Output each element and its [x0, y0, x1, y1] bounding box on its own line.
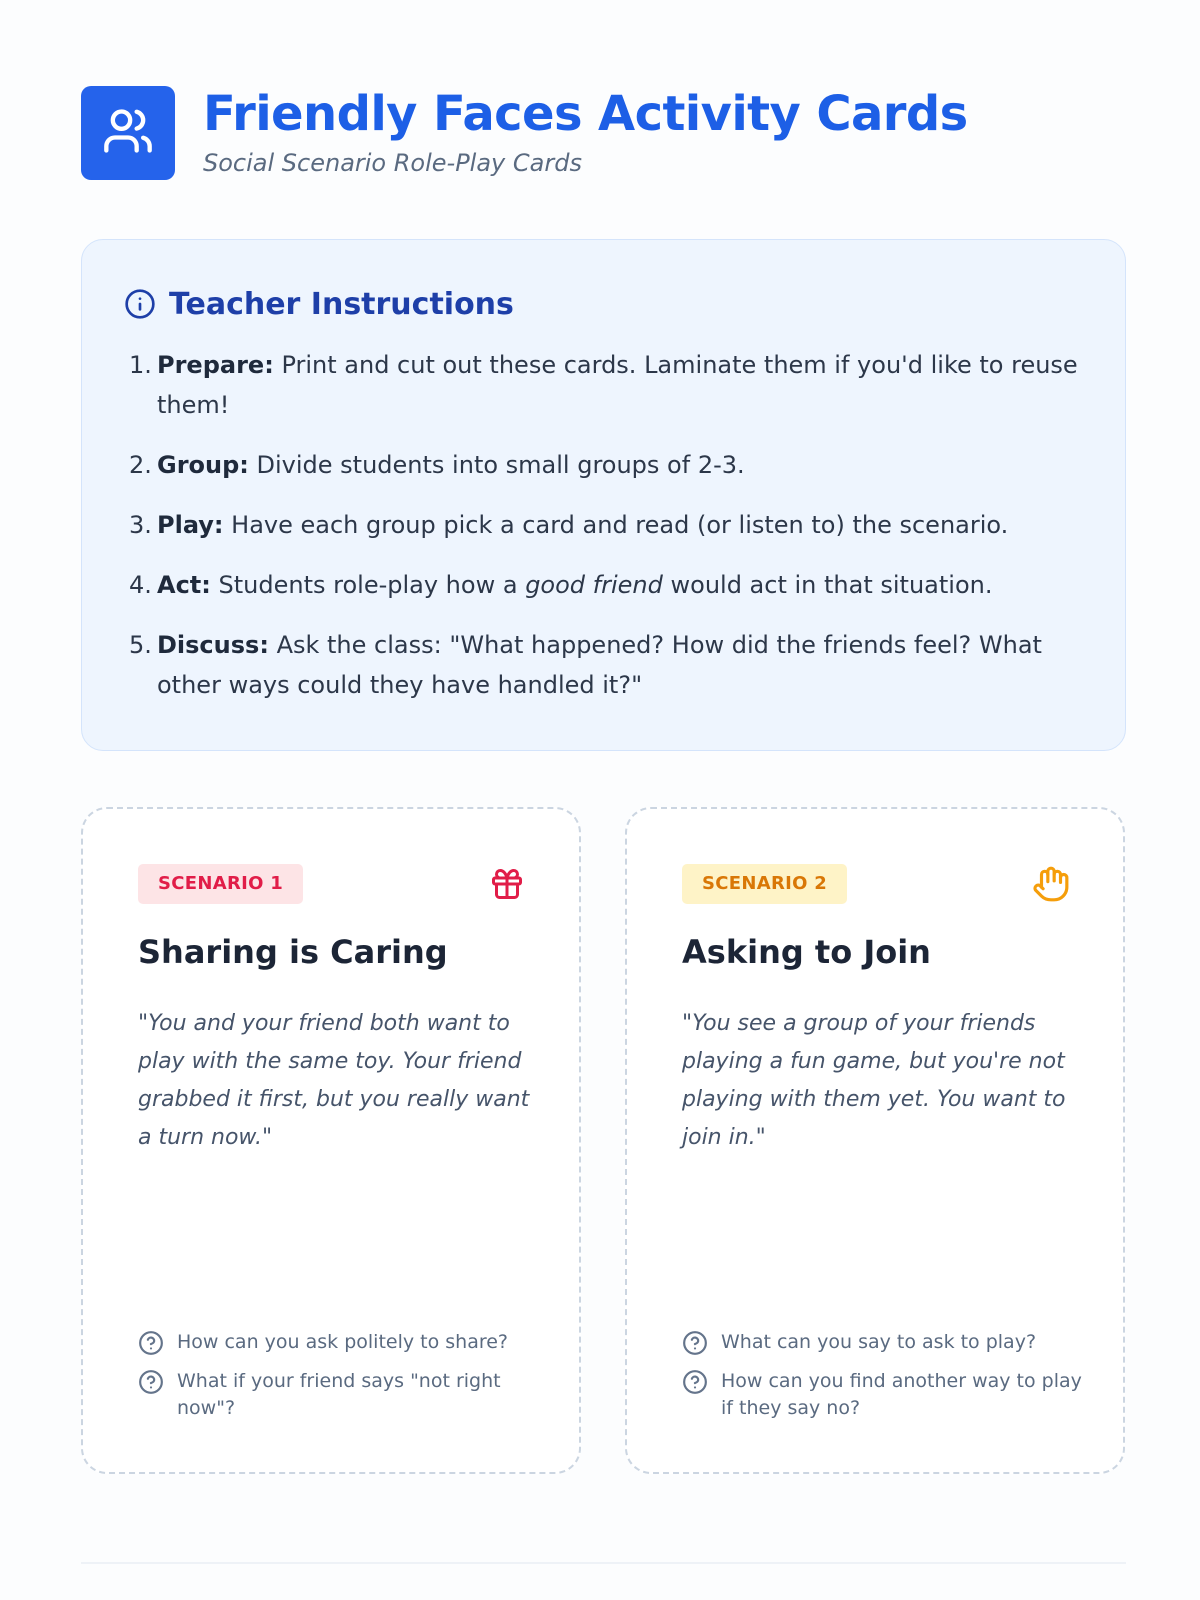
scenario-card-2 [625, 807, 1125, 1474]
step-label: Prepare: [157, 351, 274, 379]
logo [81, 86, 175, 180]
footer-divider [81, 1562, 1126, 1564]
question-text: What if your friend says "not right now"? [177, 1370, 501, 1419]
question-text: What can you say to ask to play? [721, 1331, 1037, 1353]
step-body: Ask the class: "What happened? How did the friends feel? What other ways could they have handled it?" [157, 631, 1042, 699]
teacher-instructions [81, 239, 1126, 751]
instruction-step [129, 625, 1099, 705]
step-number: 1. [129, 351, 152, 379]
step-number: 4. [129, 571, 152, 599]
help-circle-icon [138, 1329, 164, 1356]
question-item [682, 1329, 1082, 1356]
instructions-heading [123, 284, 514, 324]
step-text [157, 625, 1099, 705]
step-number: 3. [129, 511, 152, 539]
info-icon [123, 287, 157, 321]
gift-icon [487, 864, 527, 904]
step-body-end: would act in that situation. [670, 571, 993, 599]
question-item [138, 1329, 538, 1356]
step-text [157, 345, 1099, 425]
step-text [157, 565, 1099, 605]
page-subtitle: Social Scenario Role-Play Cards [203, 149, 582, 177]
question-item [682, 1368, 1082, 1422]
step-emphasis: good friend [525, 571, 663, 599]
users-icon [102, 105, 154, 161]
step-body: Students role-play how a [218, 571, 518, 599]
help-circle-icon [682, 1329, 708, 1356]
scenario-badge: SCENARIO 1 [138, 864, 303, 904]
hand-icon [1031, 864, 1071, 904]
card-title: Sharing is Caring [138, 933, 448, 971]
card-title: Asking to Join [682, 933, 931, 971]
question-text: How can you ask politely to share? [177, 1331, 509, 1353]
step-label: Discuss: [157, 631, 269, 659]
help-circle-icon [138, 1368, 164, 1395]
discussion-questions [682, 1329, 1082, 1434]
instruction-step [129, 505, 1099, 545]
scenario-badge: SCENARIO 2 [682, 864, 847, 904]
scenario-text: "You and your friend both want to play with the same toy. Your friend grabbed it first, but you really want a turn now." [138, 1011, 530, 1150]
step-label: Group: [157, 451, 249, 479]
step-text [157, 505, 1099, 545]
step-body: Print and cut out these cards. Laminate them if you'd like to reuse them! [157, 351, 1078, 419]
help-circle-icon [682, 1368, 708, 1395]
step-number: 5. [129, 631, 152, 659]
step-label: Act: [157, 571, 211, 599]
instruction-step [129, 445, 1099, 485]
question-item [138, 1368, 538, 1422]
instructions-steps [129, 345, 1099, 725]
step-body: Have each group pick a card and read (or listen to) the scenario. [231, 511, 1009, 539]
page-header [81, 86, 1126, 180]
scenario-card-1 [81, 807, 581, 1474]
step-number: 2. [129, 451, 152, 479]
page-title: Friendly Faces Activity Cards [203, 86, 968, 142]
instruction-step [129, 565, 1099, 605]
scenario-text: "You see a group of your friends playing a fun game, but you're not playing with them yet. You want to join in." [682, 1011, 1066, 1150]
discussion-questions [138, 1329, 538, 1434]
instructions-title: Teacher Instructions [169, 286, 514, 322]
step-text [157, 445, 1099, 485]
question-text: How can you find another way to play if they say no? [721, 1370, 1082, 1419]
instruction-step [129, 345, 1099, 425]
step-label: Play: [157, 511, 224, 539]
step-body: Divide students into small groups of 2-3. [256, 451, 745, 479]
